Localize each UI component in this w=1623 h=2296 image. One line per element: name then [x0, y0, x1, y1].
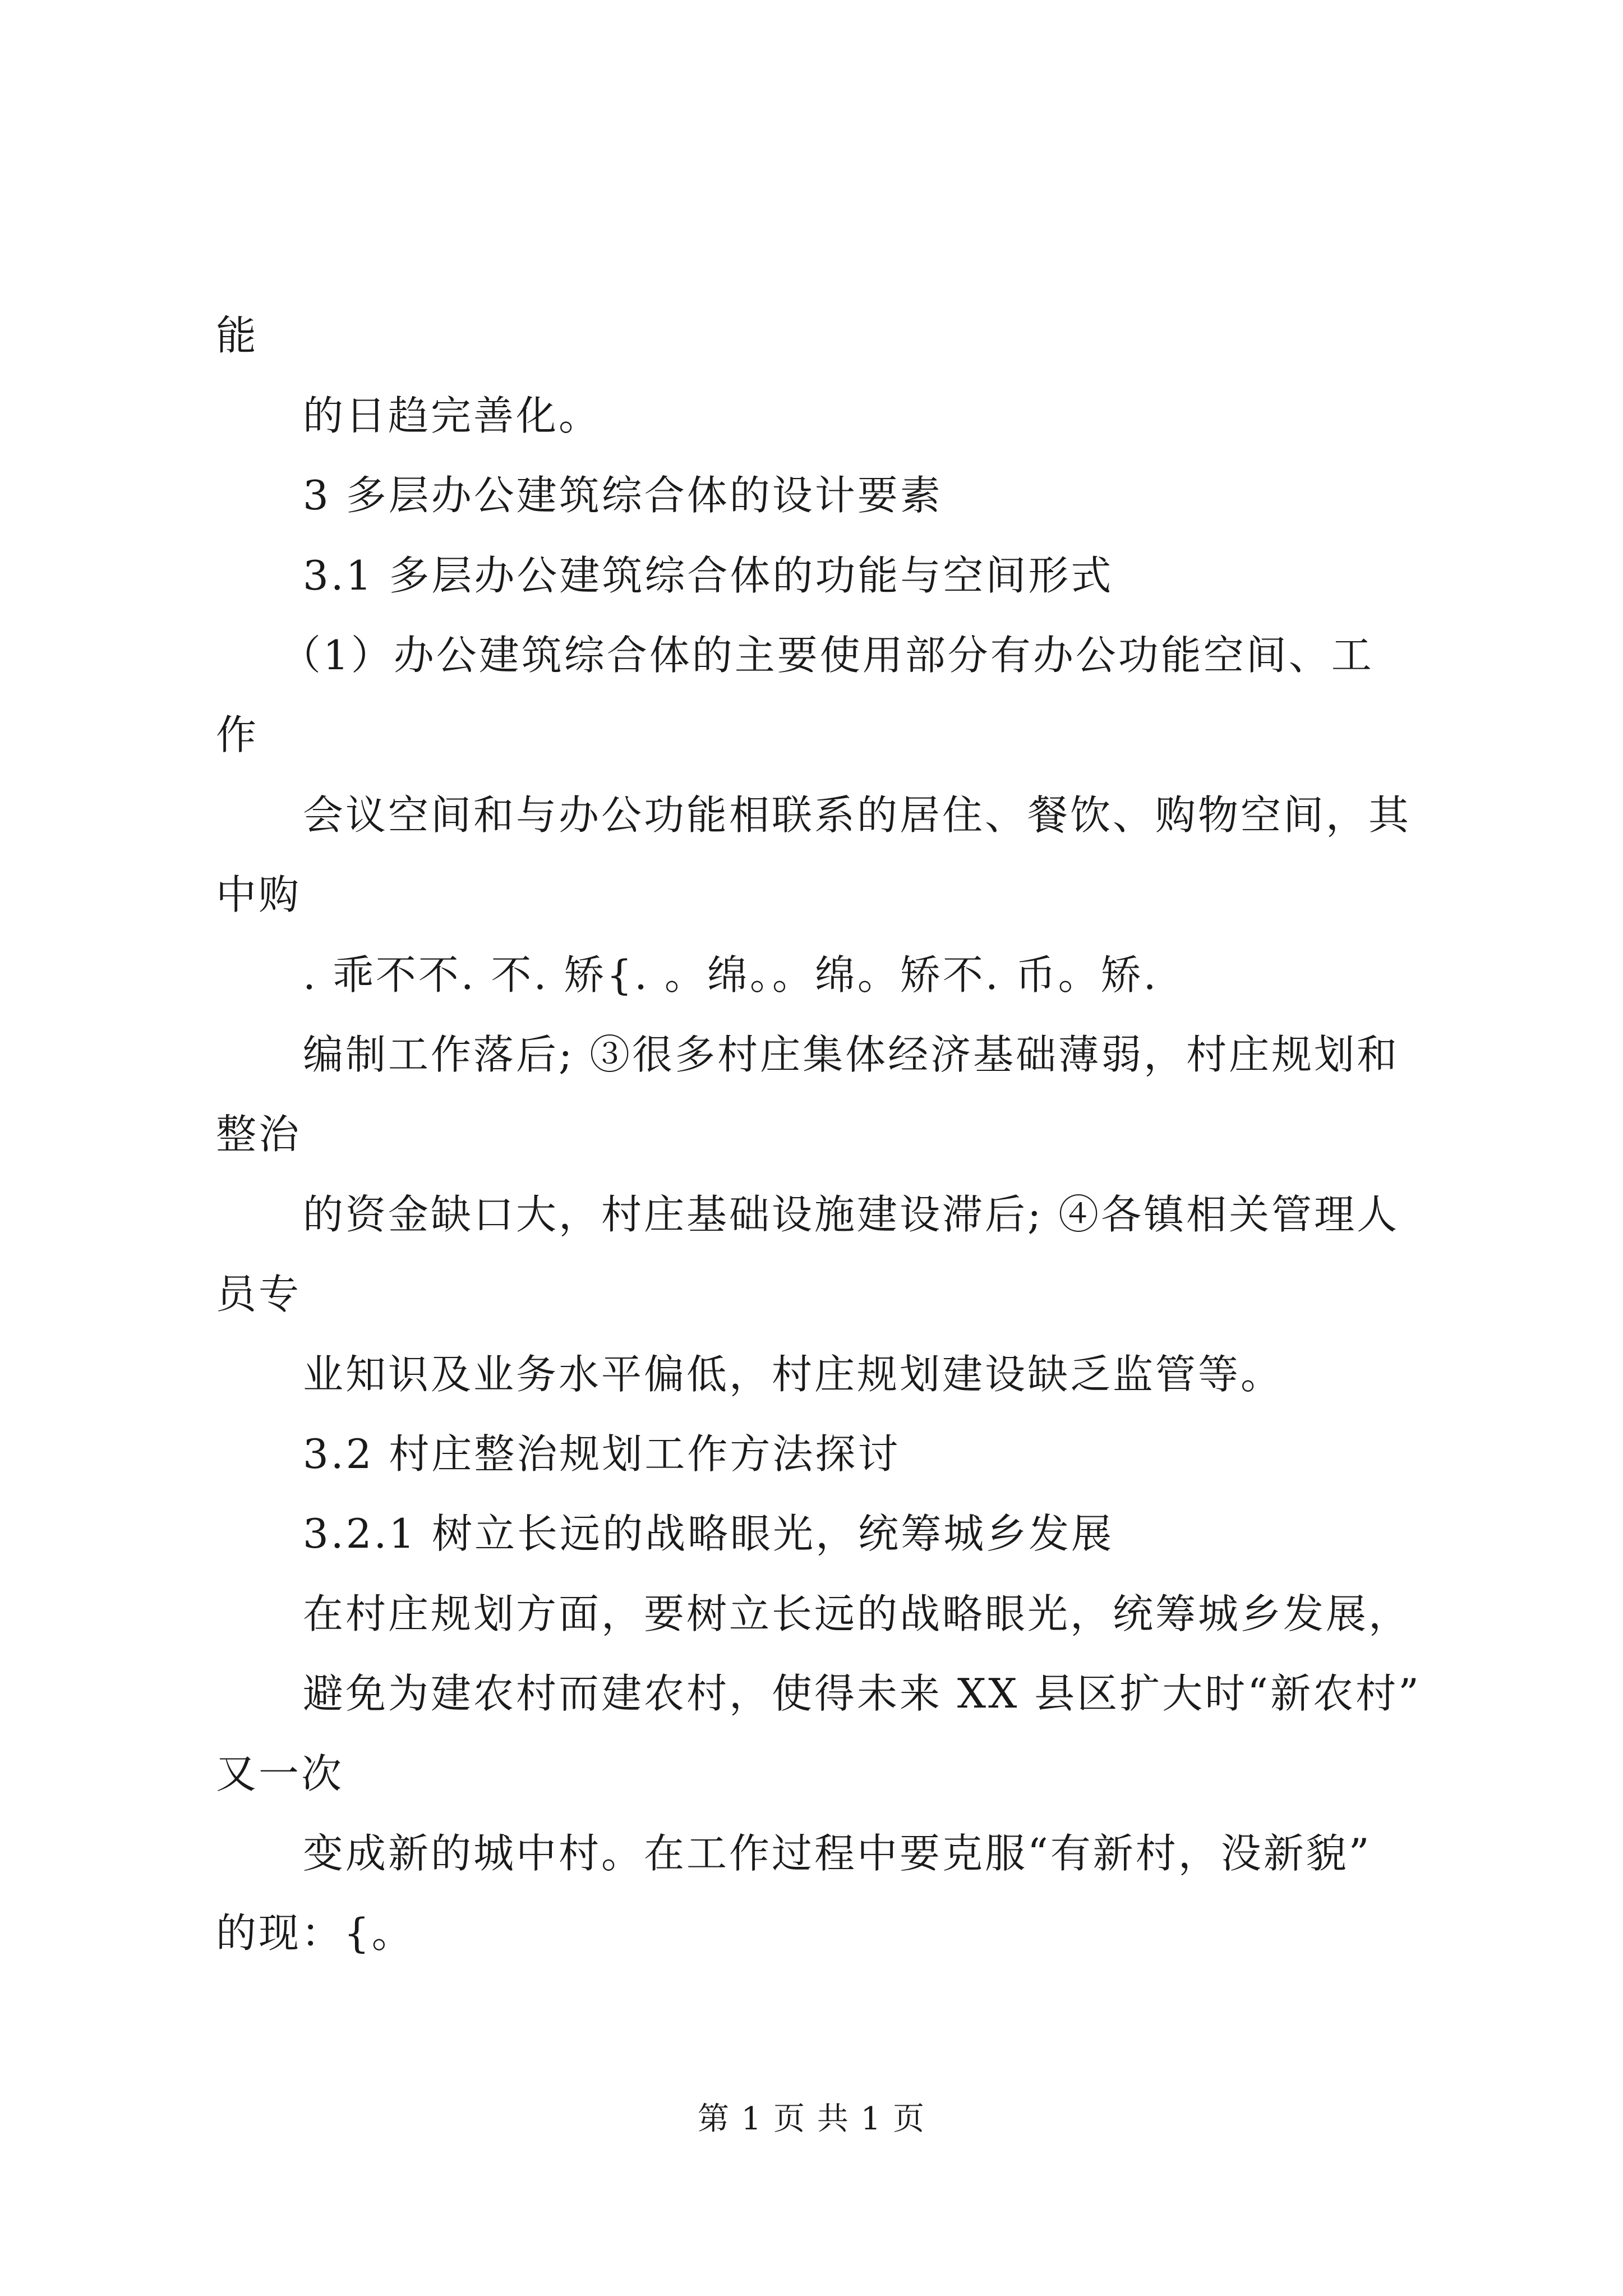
- page-number-footer: 第 1 页 共 1 页: [697, 2101, 926, 2137]
- text-line: （1）办公建筑综合体的主要使用部分有办公功能空间、工: [280, 632, 1374, 679]
- text-line: 编制工作落后; ③很多村庄集体经济基础薄弱，村庄规划和: [303, 1031, 1400, 1078]
- text-line: 整治: [216, 1111, 302, 1158]
- text-line: 又一次: [216, 1750, 344, 1797]
- subsection-heading: 3.2.1 树立长远的战略眼光，统筹城乡发展: [303, 1510, 1114, 1557]
- subsection-heading: 3.2 村庄整治规划工作方法探讨: [303, 1430, 901, 1478]
- text-line: 中购: [216, 871, 302, 918]
- subsection-heading: 3.1 多层办公建筑综合体的功能与空间形式: [303, 552, 1114, 599]
- text-line: 避免为建农村而建农村，使得未来 XX 县区扩大时“新农村”: [303, 1670, 1421, 1717]
- text-line: 的资金缺口大，村庄基础设施建设滞后; ④各镇相关管理人: [303, 1191, 1400, 1238]
- text-line: 的日趋完善化。: [303, 392, 602, 439]
- text-line: 的现：{。: [216, 1910, 414, 1957]
- text-line: 变成新的城中村。在工作过程中要克服“有新村，没新貌”: [303, 1830, 1372, 1877]
- text-line: 会议空间和与办公功能相联系的居住、餐饮、购物空间，其: [303, 792, 1412, 839]
- text-line: 作: [216, 711, 259, 758]
- text-line: 业知识及业务水平偏低，村庄规划建设缺乏监管等。: [303, 1351, 1284, 1398]
- text-line: 在村庄规划方面，要树立长远的战略眼光，统筹城乡发展，: [303, 1590, 1412, 1637]
- text-line: 能: [216, 312, 259, 359]
- text-line: . 乖不不. 不. 矫{. 。绵。。绵。矫不. 币。矫.: [303, 951, 1159, 999]
- section-heading: 3 多层办公建筑综合体的设计要素: [303, 472, 943, 519]
- text-line: 员专: [216, 1271, 302, 1318]
